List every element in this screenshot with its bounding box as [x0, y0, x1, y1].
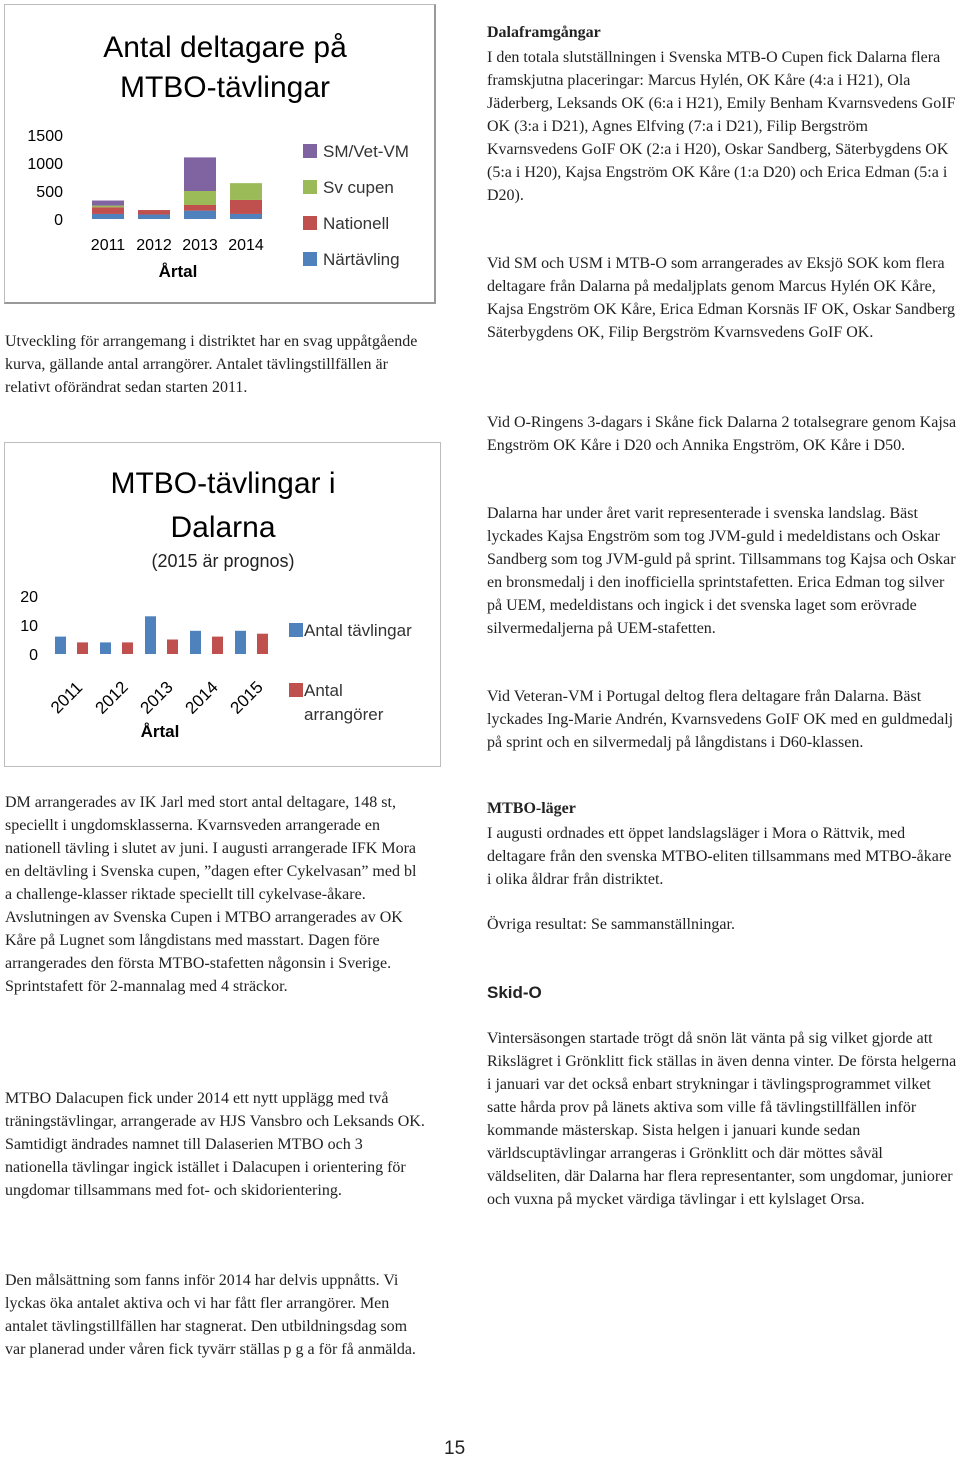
legend-label: Antal arrangörer — [304, 681, 384, 724]
legend-label: SM/Vet-VM — [323, 142, 409, 161]
legend-label: Närtävling — [323, 250, 400, 269]
competitions-chart-svg — [5, 443, 442, 768]
bar — [190, 631, 201, 654]
bar — [212, 637, 223, 654]
x-tick-label: 2014 — [181, 677, 222, 718]
legend-swatch — [303, 180, 317, 194]
y-tick-label: 0 — [54, 212, 63, 229]
x-tick-label: 2011 — [90, 237, 126, 254]
legend-swatch — [289, 683, 303, 697]
bar-segment — [92, 214, 124, 219]
participants-chart — [4, 4, 436, 304]
legend-swatch — [303, 144, 317, 158]
bar-segment — [184, 205, 216, 211]
x-axis-label-2: Årtal — [140, 722, 180, 741]
legend-swatch — [303, 216, 317, 230]
bar-segment — [230, 214, 262, 219]
bar-segment — [92, 207, 124, 214]
intro-paragraph: Utveckling för arrangemang i distriktet har en svag uppåtgående kurva, gällande antal arrangörer. Antalet tävlingstillfällen är relativt oförändrat sedan starten 2011. — [5, 333, 418, 396]
bar-segment — [92, 206, 124, 208]
bar-segment — [184, 211, 216, 219]
bar-segment — [92, 201, 124, 206]
page-number: 15 — [444, 1438, 466, 1459]
y-tick-label: 1500 — [27, 128, 63, 145]
y-tick-label: 0 — [29, 647, 38, 664]
x-tick-label: 2012 — [136, 237, 172, 254]
dalacupen-paragraph: MTBO Dalacupen fick under 2014 ett nytt upplägg med två träningstävlingar, arrangerade av HJS Vansbro och Leksands OK. Samtidigt ändrades namnet till Dalaserien MTBO och 3 nationella tävlingar ingick istället i Dalacupen i orientering för ungdomar tillsammans med fot- och skidorientering. — [5, 1090, 425, 1199]
x-tick-label: 2013 — [182, 237, 218, 254]
oringen-paragraph: Vid O-Ringens 3-dagars i Skåne fick Dalarna 2 totalsegrare genom Kajsa Engström OK Kåre i D20 och Annika Engström, OK Kåre i D50. — [487, 414, 957, 454]
legend-label: Nationell — [323, 214, 390, 233]
skid-o-paragraph: Vintersäsongen startade trögt då snön lät vänta på sig vilket gjorde att Rikslägret i Grönklitt fick ställas in även denna vinter. De första helgerna i januari var det också enbart strykningar i tävlingsprogrammet vilket satte hårda prov på länets aktiva som ville få tävlingstillfällen inför kommande mästerskap. Sista helgen i januari kunde sedan världscuptävlingar arrangeras i Grönklitt och där möttes såväl väldseliten, där Dalarna har flera representanter, som ungdomar, juniorer och vuxna på mycket värdiga tävlingar i ett kylslaget Orsa. — [487, 1030, 957, 1208]
bar — [100, 642, 111, 654]
y-tick-label: 20 — [20, 589, 38, 606]
bar-segment — [184, 157, 216, 191]
malsattning-paragraph: Den målsättning som fanns inför 2014 har delvis uppnåtts. Vi lyckas öka antalet aktiva och vi har fått fler arrangörer. Men antalet tävlingstillfällen har stagnerat. Den utbildningsdag som var planerad under våren fick tyvärr ställas p g a för få anmälda. — [5, 1272, 416, 1358]
landslag-paragraph: Dalarna har under året varit representerade i svenska landslag. Bäst lyckades Kajsa Engström som tog JVM-guld i medeldistans och Oskar Sandberg som tog JVM-guld på sprint. Tillsammans tog Kajsa och Oskar en bronsmedalj i den inofficiella sprintstafetten. Erica Edman tog silver på UEM, medeldistans och ingick i det svenska laget som erövrade silvermedaljerna på UEM-stafetten. — [487, 505, 956, 637]
bar-segment — [230, 200, 262, 214]
x-tick-label: 2011 — [47, 678, 87, 718]
chart-title-line2: MTBO-tävlingar — [119, 71, 331, 104]
legend-label: Sv cupen — [323, 178, 394, 197]
x-tick-label: 2015 — [226, 677, 267, 718]
bar-segment — [184, 191, 216, 205]
participants-chart-svg — [5, 5, 437, 305]
chart-title-line1: Antal deltagare på — [103, 31, 347, 64]
bar — [167, 640, 178, 655]
chart2-subtitle: (2015 är prognos) — [151, 551, 295, 571]
ovriga-paragraph: Övriga resultat: Se sammanställningar. — [487, 916, 735, 933]
mtbo-lager-paragraph: I augusti ordnades ett öppet landslagsläger i Mora o Rättvik, med deltagare från den svenska MTBO-eliten tillsammans med MTBO-åkare i olika åldrar från distriktet. — [487, 825, 952, 888]
bar — [122, 642, 133, 654]
dm-paragraph: DM arrangerades av IK Jarl med stort antal deltagare, 148 st, speciellt i ungdomsklasserna. Kvarnsveden arrangerade en nationell tävling i slutet av juni. I augusti arrangerade IFK Mora en deltävling i Svenska cupen, ”dagen efter Cykelvasan” med bl a challenge-klasser riktade speciellt till cykelvase-åkare. Avslutningen av Svenska Cupen i MTBO arrangerades av OK Kåre på Lugnet som långdistans med masstart. Dagen före arrangerades den första MTBO-stafetten någonsin i Sverige. Sprintstafett för 2-mannalag med 4 sträckor. — [5, 794, 417, 995]
veteran-paragraph: Vid Veteran-VM i Portugal deltog flera deltagare från Dalarna. Bäst lyckades Ing-Marie Andrén, Kvarnsvedens GoIF OK med en guldmedalj på sprint och en silvermedalj på långdistans i D60-klassen. — [487, 688, 954, 751]
chart2-title-line2: Dalarna — [170, 511, 276, 544]
bar — [257, 634, 268, 654]
mtbo-lager-heading: MTBO-läger — [487, 800, 576, 817]
legend-swatch — [289, 623, 303, 637]
y-tick-label: 1000 — [27, 156, 63, 173]
dalaframgangar-heading: Dalaframgångar — [487, 24, 601, 41]
bar — [235, 631, 246, 654]
skid-o-heading: Skid-O — [487, 983, 542, 1002]
dalaframgangar-paragraph: I den totala slutställningen i Svenska MTB-O Cupen fick Dalarna flera framskjutna placeringar: Marcus Hylén, OK Kåre (4:a i H21), Ola Jäderberg, Leksands OK (6:a i H21), Emily Benham Kvarnsvedens GoIF OK (3:a i D21), Agnes Elfving (7:a i D21), Filip Bergström Kvarnsvedens GoIF OK (2:a i H20), Oskar Sandberg, Säterbygdens OK (5:a i H20), Kajsa Engström OK Kåre (1:a D20) och Erica Edman (5:a i D20). — [487, 49, 956, 204]
bar-segment — [138, 215, 170, 219]
x-tick-label: 2012 — [91, 677, 132, 718]
bar-segment — [138, 210, 170, 214]
bar — [55, 637, 66, 654]
y-tick-label: 500 — [36, 184, 63, 201]
legend-swatch — [303, 252, 317, 266]
x-tick-label: 2014 — [228, 237, 264, 254]
chart2-title-line1: MTBO-tävlingar i — [110, 467, 336, 500]
legend-label: Antal tävlingar — [304, 621, 412, 640]
bar — [145, 616, 156, 654]
bar — [77, 642, 88, 654]
y-tick-label: 10 — [20, 618, 38, 635]
x-tick-label: 2013 — [136, 677, 177, 718]
competitions-chart — [4, 442, 441, 767]
sm-usm-paragraph: Vid SM och USM i MTB-O som arrangerades av Eksjö SOK kom flera deltagare från Dalarna på medaljplats genom Marcus Hylén OK Kåre, Kajsa Engström OK Kåre, Erica Edman Korsnäs IF OK, Oskar Sandberg Säterbygdens OK, Filip Bergström Kvarnsvedens GoIF OK. — [487, 255, 956, 341]
bar-segment — [230, 183, 262, 200]
x-axis-label: Årtal — [158, 262, 198, 281]
